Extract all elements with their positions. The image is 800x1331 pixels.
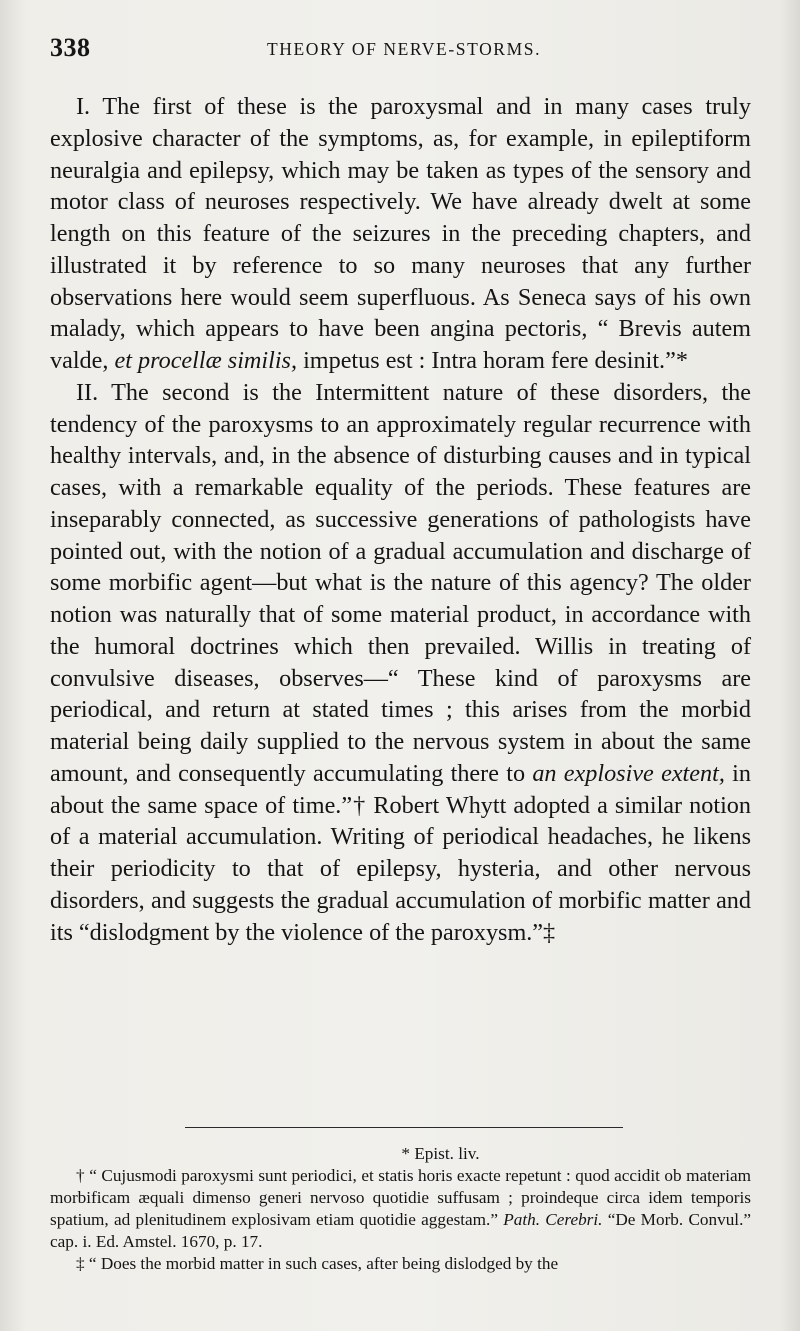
paragraph-1-text-b: impetus est : Intra horam fere desinit.”* — [297, 347, 688, 374]
footnote-dagger-italic: Path. Cerebri. — [503, 1210, 603, 1229]
footnote-star: * Epist. liv. — [401, 1144, 480, 1163]
paragraph-2-text-a: II. The second is the Intermittent nature of these disorders, the tendency of the paroxysms to an approximately regular recurrence with healthy intervals, and, in the absence of disturbing causes and in typical cases, with a remarkable equality of the periods. These features are inseparably connected, as successive generations of pathologists have pointed out, with the notion of a gradual accumulation and discharge of some morbific agent—but what is the nature of this agency? The older notion was naturally that of some material product, in accordance with the humoral doctrines which then prevailed. Willis in treating of convulsive diseases, observes—“ These kind of paroxysms are periodical, and return at stated times ; this arises from the morbid material being daily supplied to the nervous system in about the same amount, and consequently accumulating there to — [50, 378, 751, 787]
footnote-divider — [185, 1127, 623, 1128]
footnotes — [50, 1143, 751, 1275]
paragraph-1-text-a: I. The first of these is the paroxysmal and in many cases truly explosive character of the symptoms, as, for example, in epileptiform neuralgia and epilepsy, which may be taken as types of the sensory and motor class of neuroses respectively. We have already dwelt at some length on this feature of the seizures in the preceding chapters, and illustrated it by reference to so many neuroses that any further observations here would seem superfluous. As Seneca says of his own malady, which appears to have been angina pectoris, “ Brevis autem valde, — [50, 93, 751, 374]
footnote-dagger — [50, 1165, 751, 1253]
running-head: THEORY OF NERVE-STORMS. — [266, 39, 542, 59]
paragraph-2-italic: an explosive extent, — [532, 759, 725, 787]
paragraph-2 — [50, 377, 751, 949]
page-number: 338 — [50, 33, 91, 62]
page-header — [50, 33, 752, 65]
paragraph-1-italic: et procellæ similis, — [114, 347, 298, 374]
paragraph-2-text-b: in about the same space of time.”† Robert Whytt adopted a similar notion of a material accumulation. Writing of periodical headaches, he likens their periodicity to that of epilepsy, hysteria, and other nervous disorders, and suggests the gradual accumulation of morbific matter and its “dislodgment by the violence of the paroxysm.”‡ — [50, 759, 751, 946]
footnote-dagger-text-b: “De Morb. Convul.” cap. i. Ed. Amstel. 1670, p. 17. — [50, 1210, 752, 1251]
paragraph-1 — [50, 91, 751, 377]
footnote-double-dagger: ‡ “ Does the morbid matter in such cases, after being dislodged by the — [76, 1254, 559, 1273]
footnote-dagger-text-a: † “ Cujusmodi paroxysmi sunt periodici, et statis horis exacte repetunt : quod accidit ob materiam morbificam æquali dimenso generi nervoso quotidie suffusam ; proindeque circa idem temporis spatium, ad plenitudinem explosivam etiam quotidie aggestam.” — [50, 1166, 751, 1229]
body-text — [50, 91, 751, 948]
